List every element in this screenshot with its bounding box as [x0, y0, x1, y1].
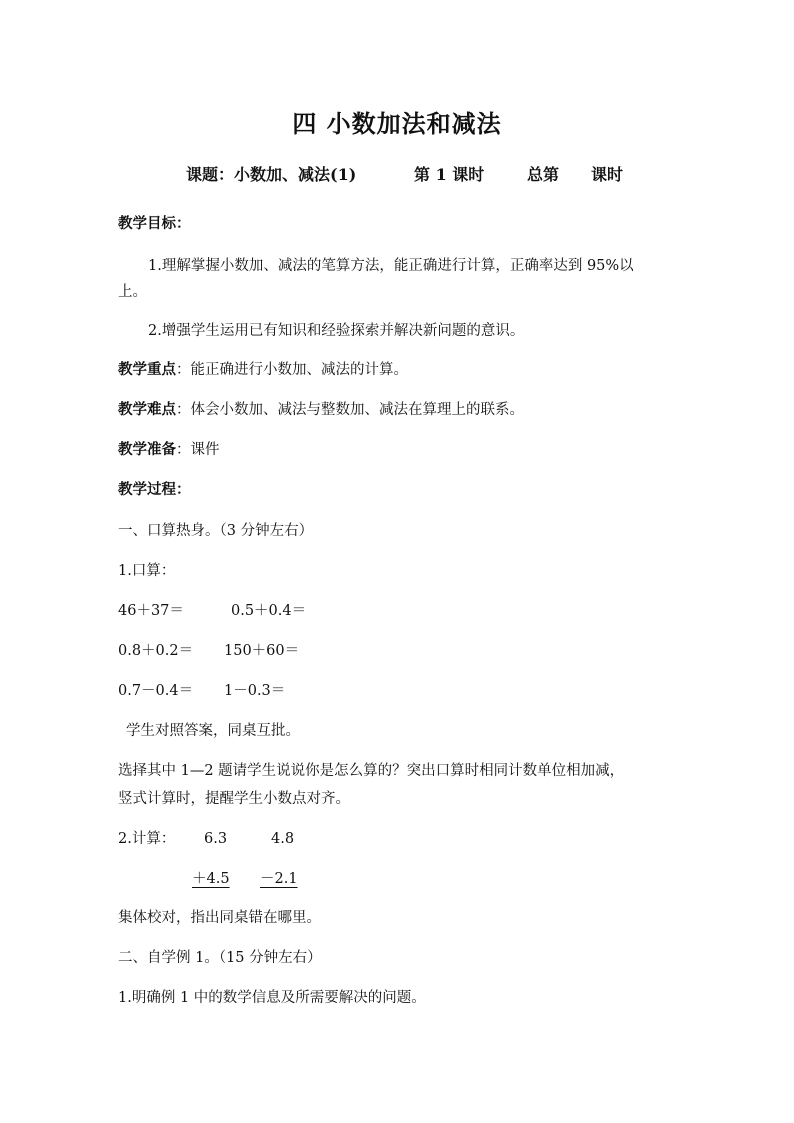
problem-row	[118, 681, 286, 701]
preparation-label: 教学准备	[118, 441, 176, 458]
vertical-1-bottom: ＋4.5	[192, 871, 230, 887]
goal-2: 2.增强学生运用已有知识和经验探索并解决新问题的意识。	[148, 323, 525, 339]
problem: 150＋60＝	[224, 643, 300, 659]
problem-row	[118, 601, 307, 621]
problem: 0.8＋0.2＝	[118, 643, 194, 659]
collective-check: 集体校对，指出同桌错在哪里。	[118, 910, 321, 926]
section-1-sub-1: 1.口算：	[118, 563, 176, 579]
key-point-text: ：能正确进行小数加、减法的计算。	[176, 362, 408, 378]
difficulty	[118, 400, 524, 420]
vertical-1-top: 6.3	[204, 831, 228, 847]
problem: 0.7－0.4＝	[118, 683, 194, 699]
preparation-text: ：课件	[176, 442, 220, 458]
lesson-topic: 课题：小数加、减法(1)	[186, 165, 357, 184]
preparation	[118, 440, 220, 460]
goals-label: 教学目标：	[118, 215, 191, 232]
difficulty-text: ：体会小数加、减法与整数加、减法在算理上的联系。	[176, 402, 524, 418]
section-2-heading: 二、自学例 1。（15 分钟左右）	[118, 950, 322, 966]
key-point-label: 教学重点	[118, 361, 176, 378]
lesson-total-suffix: 课时	[591, 165, 624, 184]
process-label: 教学过程：	[118, 481, 191, 498]
section-2-item-1: 1.明确例 1 中的数学信息及所需要解决的问题。	[118, 990, 426, 1006]
goal-1-line-2: 上。	[118, 284, 147, 300]
lesson-total: 总第	[527, 165, 560, 184]
problem: 46＋37＝	[118, 603, 184, 619]
discussion-line-1: 选择其中 1—2 题请学生说说你是怎么算的？突出口算时相同计数单位相加减，	[118, 763, 625, 779]
problem: 0.5＋0.4＝	[231, 603, 307, 619]
problem-row	[118, 641, 300, 661]
goal-1-line-1: 1.理解掌握小数加、减法的笔算方法，能正确进行计算，正确率达到 95%以	[148, 258, 634, 274]
section-1-sub-2	[118, 829, 295, 849]
discussion-line-2: 竖式计算时，提醒学生小数点对齐。	[118, 791, 350, 807]
self-check: 学生对照答案，同桌互批。	[126, 723, 300, 739]
problem: 1－0.3＝	[224, 683, 286, 699]
calc-label: 2.计算：	[118, 831, 176, 847]
vertical-2-bottom: －2.1	[260, 871, 298, 887]
page-title: 四 小数加法和减法	[292, 109, 502, 138]
key-point	[118, 360, 408, 380]
section-1-heading: 一、口算热身。（3 分钟左右）	[118, 523, 314, 539]
difficulty-label: 教学难点	[118, 401, 176, 418]
vertical-2-top: 4.8	[271, 831, 295, 847]
lesson-number: 第 1 课时	[414, 165, 485, 184]
